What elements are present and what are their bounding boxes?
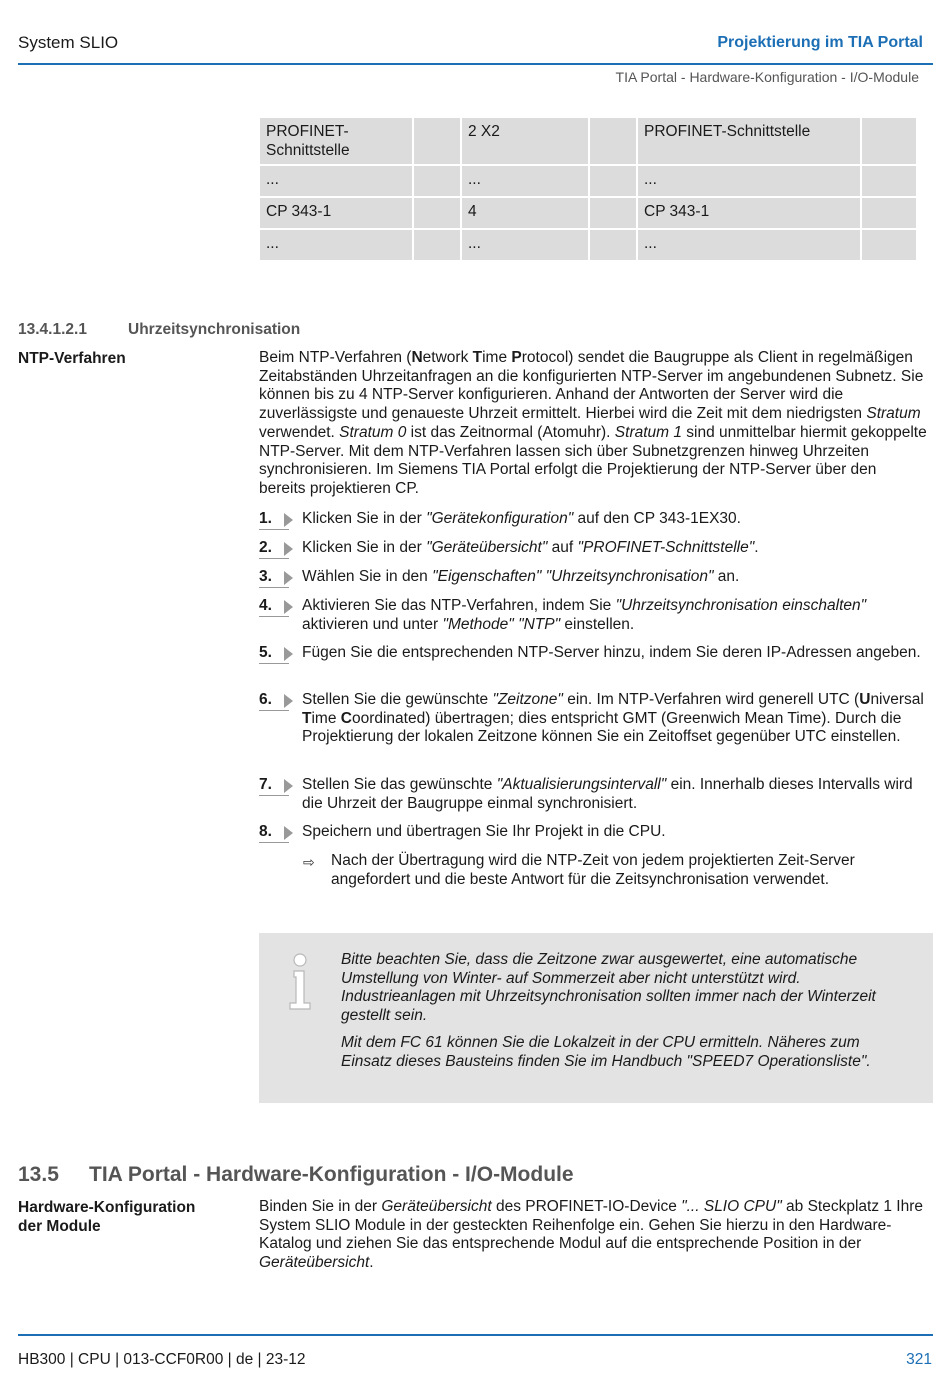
step-result [303, 852, 927, 889]
info-icon [285, 953, 315, 1011]
text-run: ist das Zeitnormal (Atomuhr). [406, 423, 615, 441]
table-row [260, 118, 916, 164]
text-run: rotocol) sendet die Baugruppe als Client in regelmäßigen Zeitabständen Uhrzeitanfragen an die konfigurierten NTP-Server im angebundenen Subnetz. Sie können bis zu 4 NTP-Server konfigurieren. Anhand der Antworten der Server wird die zuverlässigste und genaueste Uhrzeit ermittelt. Hierbei wird die Zeit mit dem niedrigsten [259, 349, 924, 423]
step-text [302, 644, 927, 663]
text-run: N [411, 349, 423, 366]
step-number: 5. [259, 644, 295, 663]
text-run: "Methode" "NTP" [442, 615, 561, 633]
side-label-ntp: NTP-Verfahren [18, 350, 126, 367]
result-arrow-icon: ⇨ [303, 854, 315, 870]
table-cell [862, 166, 916, 196]
step-text [302, 597, 927, 634]
table-row [260, 230, 916, 260]
step-5 [259, 644, 927, 663]
text-run: C [340, 709, 352, 727]
step-number: 8. [259, 823, 295, 842]
text-run: Stratum 1 [614, 423, 682, 441]
step-2 [259, 539, 927, 558]
table-cell: ... [462, 230, 588, 260]
text-run: Fügen Sie die entsprechenden NTP-Server hinzu, indem Sie deren IP-Adressen angeben. [302, 644, 921, 661]
table-cell [414, 230, 460, 260]
step-6 [259, 691, 927, 747]
text-run: "Geräteübersicht" [426, 539, 548, 556]
text-run: Geräteübersicht [381, 1198, 492, 1215]
step-arrow-icon [284, 571, 293, 585]
text-run: auf den CP 343-1EX30. [573, 510, 741, 527]
text-run: Beim NTP-Verfahren ( [259, 349, 412, 366]
table-cell: ... [638, 166, 860, 196]
text-run: "PROFINET-Schnittstelle" [577, 539, 755, 556]
step-number: 4. [259, 597, 295, 616]
table-cell: ... [462, 166, 588, 196]
text-run: sind unmittelbar hiermit gekoppelte NTP-Server. Mit dem NTP-Verfahren lassen sich über Subnetzgrenzen hinweg Uhrzeiten synchronisieren. Im Siemens TIA Portal erfolgt die Projektierung der NTP-Server über den bereits projektieren CP. [259, 423, 927, 497]
text-run: "Gerätekonfiguration" [426, 510, 574, 527]
table-cell: ... [260, 166, 412, 196]
table-cell [414, 198, 460, 228]
table-cell [862, 198, 916, 228]
text-run: etwork [422, 349, 473, 366]
section-number: 13.4.1.2.1 [18, 321, 87, 338]
text-run: T [472, 349, 483, 366]
intro-paragraph [259, 349, 927, 499]
note-text [341, 951, 901, 1079]
text-run: Stratum 0 [339, 423, 407, 441]
table-cell [590, 230, 636, 260]
text-run: ime [311, 709, 341, 727]
table-cell: ... [638, 230, 860, 260]
text-run: "Uhrzeitsynchronisation einschalten" [615, 597, 867, 614]
text-run: ime [482, 349, 512, 366]
module-table [258, 116, 918, 262]
step-arrow-icon [284, 542, 293, 556]
table-cell: 4 [462, 198, 588, 228]
section-number: 13.5 [18, 1163, 59, 1186]
text-run: Geräteübersicht [259, 1254, 370, 1272]
text-run: Aktivieren Sie das NTP-Verfahren, indem Sie [302, 597, 616, 614]
text-run: Klicken Sie in der [302, 539, 427, 556]
table-cell: CP 343-1 [638, 198, 860, 228]
step-number: 7. [259, 776, 295, 795]
text-run: Stratum [866, 405, 921, 423]
step-number: 3. [259, 568, 295, 587]
table-cell [590, 118, 636, 164]
table-cell: CP 343-1 [260, 198, 412, 228]
step-4 [259, 597, 927, 634]
text-run: Stellen Sie das gewünschte [302, 776, 497, 793]
footer-rule [18, 1334, 933, 1336]
step-text [302, 510, 927, 529]
text-run: oordinated) übertragen; dies entspricht GMT (Greenwich Mean Time). Durch die Projektierung der lokalen Zeitzone können Sie ein Zeitoffset gegenüber UTC einstellen. [302, 709, 902, 746]
step-number: 1. [259, 510, 295, 529]
side-label-hardware [18, 1198, 195, 1236]
text-run: verwendet. [259, 423, 340, 441]
step-number: 2. [259, 539, 295, 558]
header-section: TIA Portal - Hardware-Konfiguration - I/O-Module [615, 69, 919, 85]
result-text: Nach der Übertragung wird die NTP-Zeit von jedem projektierten Zeit-Server angefordert und die beste Antwort für die Zeitsynchronisation verwendet. [331, 852, 855, 888]
note-paragraph: Bitte beachten Sie, dass die Zeitzone zwar ausgewertet, eine automatische Umstellung von Winter- auf Sommerzeit aber nicht unterstützt wird. Industrieanlagen mit Uhrzeitsynchronisation sollten immer nach der Winterzeit gestellt sein. [341, 951, 876, 1025]
note-box [259, 933, 933, 1103]
table-cell [414, 118, 460, 164]
table-row [260, 198, 916, 228]
text-run: des PROFINET-IO-Device [491, 1198, 682, 1215]
text-run: "... SLIO CPU" [681, 1198, 782, 1215]
step-text [302, 691, 927, 747]
text-run: U [859, 691, 871, 708]
text-run: niversal [870, 691, 924, 708]
text-run: Speichern und übertragen Sie Ihr Projekt in die CPU. [302, 823, 666, 840]
table-cell: ... [260, 230, 412, 260]
header-chapter: Projektierung im TIA Portal [717, 34, 923, 51]
table-cell [590, 166, 636, 196]
side-label-line: Hardware-Konfiguration [18, 1199, 196, 1216]
note-paragraph: Mit dem FC 61 können Sie die Lokalzeit in der CPU ermitteln. Näheres zum Einsatz dieses Bausteins finden Sie im Handbuch "SPEED7 Operationsliste". [341, 1033, 871, 1070]
text-run: "Aktualisierungsintervall" [496, 776, 667, 793]
side-label-line: der Module [18, 1218, 101, 1235]
step-7 [259, 776, 927, 813]
header-rule [18, 63, 933, 65]
text-run: ein. Im NTP-Verfahren wird generell UTC ( [562, 691, 860, 708]
step-8 [259, 823, 927, 842]
step-3 [259, 568, 927, 587]
step-arrow-icon [284, 513, 293, 527]
step-text [302, 568, 927, 587]
table-cell [862, 230, 916, 260]
text-run: Stellen Sie die gewünschte [302, 691, 493, 708]
section-title: TIA Portal - Hardware-Konfiguration - I/O-Module [89, 1163, 574, 1186]
text-run: Klicken Sie in der [302, 510, 427, 527]
text-run: . [369, 1254, 374, 1272]
text-run: auf [547, 539, 578, 556]
step-1 [259, 510, 927, 529]
text-run: Wählen Sie in den [302, 568, 433, 585]
footer-doc-id: HB300 | CPU | 013-CCF0R00 | de | 23-12 [18, 1351, 306, 1368]
step-text [302, 823, 927, 842]
text-run: an. [713, 568, 740, 585]
text-run: "Zeitzone" [492, 691, 563, 708]
step-arrow-icon [284, 647, 293, 661]
table-cell [862, 118, 916, 164]
text-run: P [511, 349, 522, 366]
table-row [260, 166, 916, 196]
table-cell: 2 X2 [462, 118, 588, 164]
table-cell: PROFINET-Schnittstelle [638, 118, 860, 164]
header-product: System SLIO [18, 33, 119, 52]
step-arrow-icon [284, 826, 293, 840]
page-number: 321 [906, 1351, 932, 1368]
table-cell: PROFINET-Schnittstelle [260, 118, 412, 164]
text-run: "Eigenschaften" "Uhrzeitsynchronisation" [432, 568, 714, 585]
table-cell [590, 198, 636, 228]
step-arrow-icon [284, 779, 293, 793]
section-title: Uhrzeitsynchronisation [128, 321, 301, 338]
text-run: einstellen. [560, 615, 635, 633]
text-run: ab Steckplatz 1 Ihre System SLIO Module in der gesteckten Reihenfolge ein. Gehen Sie hierzu in den Hardware-Katalog und ziehen Sie das entsprechende Modul auf die entsprechende Position in der [259, 1198, 924, 1253]
step-arrow-icon [284, 600, 293, 614]
step-text [302, 776, 927, 813]
step-number: 6. [259, 691, 295, 710]
hardware-paragraph [259, 1198, 927, 1273]
text-run: T [302, 709, 312, 727]
text-run: ein. Innerhalb dieses Intervalls wird die Uhrzeit der Baugruppe einmal synchronisiert. [302, 776, 913, 812]
step-text [302, 539, 927, 558]
step-arrow-icon [284, 694, 293, 708]
text-run: aktivieren und unter [302, 615, 443, 633]
text-run: Binden Sie in der [259, 1198, 382, 1215]
text-run: . [754, 539, 759, 556]
table-cell [414, 166, 460, 196]
